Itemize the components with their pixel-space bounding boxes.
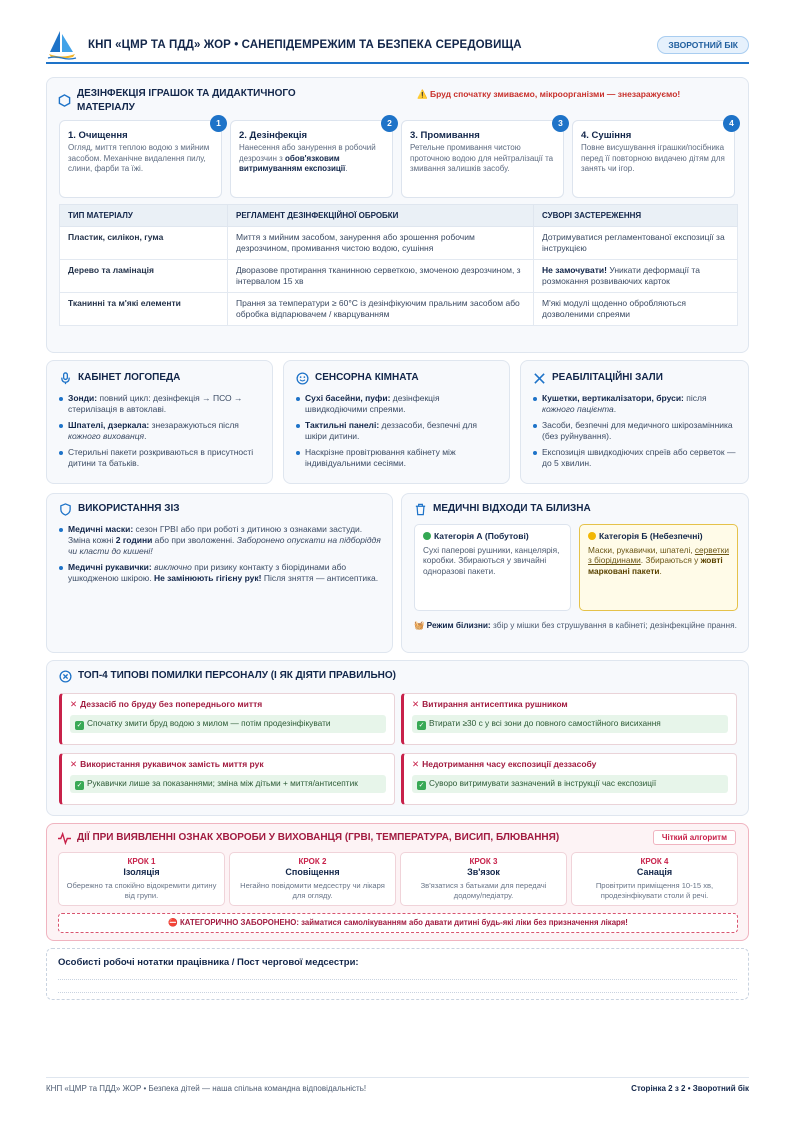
hexagon-icon (58, 94, 71, 107)
illness-step (571, 852, 738, 906)
illness-section (46, 823, 749, 941)
logoped-title: КАБІНЕТ ЛОГОПЕДА (78, 372, 181, 383)
waste-title: МЕДИЧНІ ВІДХОДИ ТА БІЛИЗНА (433, 503, 591, 514)
list-item: Тактильні панелі: деззасоби, безпечні для шкіри дитини. (296, 420, 501, 442)
table-row (60, 293, 738, 326)
sensory-title: СЕНСОРНА КІМНАТА (315, 372, 419, 383)
list-item: Наскрізне провітрювання кабінету між індивідуальними сесіями. (296, 447, 501, 469)
error-text: ✕ Використання рукавичок замість миття рук (70, 759, 264, 769)
disinfection-section (46, 77, 749, 353)
step-description: Негайно повідомити медсестру чи лікаря для огляду. (240, 881, 385, 900)
ppe-card (46, 493, 393, 653)
step-number: 2 (381, 115, 398, 132)
column-header: РЕГЛАМЕНТ ДЕЗІНФЕКЦІЙНОЇ ОБРОБКИ (228, 205, 534, 227)
error-card (59, 693, 395, 745)
fix-text: ✓ Рукавички лише за показаннями; зміна між дітьми + миття/антисептик (70, 775, 386, 793)
step-card (59, 120, 222, 198)
step-label: КРОК 4 (640, 857, 669, 866)
check-icon: ✓ (76, 782, 83, 789)
illness-step (400, 852, 567, 906)
fix-text: ✓ Втирати ≥30 с у всі зони до повного самостійного висихання (412, 715, 728, 733)
trash-icon (414, 503, 427, 516)
ppe-title: ВИКОРИСТАННЯ ЗІЗ (78, 503, 180, 514)
warning-note: ⚠️ Бруд спочатку змиваємо, мікроорганізми — знезаражуємо! (417, 89, 681, 99)
step-title: 3. Промивання (410, 130, 480, 141)
regulation-cell: Дворазове протирання тканинною серветкою, змоченою дезрозчином, з інтервалом 15 хв (228, 260, 534, 293)
list-item: Стерильні пакети розкриваються в присутності дитини та батьків. (59, 447, 264, 469)
errors-title: ТОП-4 ТИПОВІ ПОМИЛКИ ПЕРСОНАЛУ (І ЯК ДІЯТИ ПРАВИЛЬНО) (78, 670, 396, 681)
waste-card (401, 493, 749, 653)
sensory-card (283, 360, 510, 484)
column-header: ТИП МАТЕРІАЛУ (60, 205, 228, 227)
step-title: 1. Очищення (68, 130, 128, 141)
step-card (230, 120, 393, 198)
list-item: Медичні маски: сезон ГРВІ або при роботі з дитиною з ознаками застуди. Зміна кожні 2 години або при зволоженні. Заборонено опускати на підборіддя чи класти до кишені! (59, 524, 381, 557)
error-text: ✕ Витирання антисептика рушником (412, 699, 568, 709)
warning-cell: Не замочувати! Уникати деформації та розмокання розвиваючих карток (534, 260, 738, 293)
step-title: 4. Сушіння (581, 130, 632, 141)
list-item: Кушетки, вертикалізатори, бруси: після кожного пацієнта. (533, 393, 740, 415)
smiley-icon (296, 372, 309, 385)
step-description: Ретельне промивання чистою проточною водою для нейтралізації та змивання залишків засобу. (410, 143, 554, 173)
step-card (572, 120, 735, 198)
step-card (401, 120, 564, 198)
step-description: Огляд, миття теплою водою з мийним засобом. Механічне видалення пилу, слини, фарби та їжі. (68, 143, 210, 173)
footer-text: КНП «ЦМР та ПДД» ЖОР • Безпека дітей — наша спільна командна відповідальність! (46, 1084, 367, 1093)
step-name: Санація (636, 867, 673, 877)
cross-icon: ✕ (412, 699, 420, 709)
material-cell: Дерево та ламінація (60, 260, 228, 293)
table-row (60, 227, 738, 260)
fix-text: ✓ Спочатку змити бруд водою з милом — потім продезінфікувати (70, 715, 386, 733)
list-item: Шпателі, дзеркала: знезаражуються після кожного вихованця. (59, 420, 264, 442)
logoped-list (59, 393, 264, 474)
error-card (401, 693, 737, 745)
error-text: ✕ Недотримання часу експозиції деззасобу (412, 759, 597, 769)
notes-line (58, 992, 737, 993)
linen-icon: 🧺 (414, 620, 427, 630)
warning-cell: Дотримуватися регламентованої експозиції за інструкцією (534, 227, 738, 260)
category-a-box (414, 524, 571, 611)
logoped-card (46, 360, 273, 484)
category-b-title: Категорія Б (Небезпечні) (588, 531, 729, 542)
notes-title: Особисті робочі нотатки працівника / Пост чергової медсестри: (58, 957, 359, 968)
warning-icon: ⚠️ (417, 89, 430, 99)
notes-line (58, 979, 737, 980)
category-b-box (579, 524, 738, 611)
cross-icon: ✕ (70, 759, 78, 769)
notes-section (46, 948, 749, 1000)
list-item: Експозиція швидкодіючих спреїв або серветок — до 5 хвилин. (533, 447, 740, 469)
cross-icon: ✕ (70, 699, 78, 709)
list-item: Засоби, безпечні для медичного шкірозамінника (без руйнування). (533, 420, 740, 442)
illness-step (58, 852, 225, 906)
step-name: Ізоляція (123, 867, 160, 877)
step-description: Нанесення або занурення в робочий дезрозчин з обов'язковим витримуванням експозиції. (239, 143, 376, 173)
sailboat-logo-icon (46, 28, 78, 60)
list-item: Медичні рукавички: виключно при ризику контакту з біорідинами або ушкодженою шкірою. Не замінюють гігієну рук! Після зняття — антисептика. (59, 562, 381, 584)
algorithm-badge: Чіткий алгоритм (653, 830, 736, 845)
step-label: КРОК 2 (298, 857, 327, 866)
yellow-dot-icon (588, 532, 596, 540)
linen-note: 🧺 Режим білизни: збір у мішки без струшування в кабінеті; дезінфекційне прання. (414, 620, 737, 630)
table-row (60, 260, 738, 293)
category-a-text: Сухі паперові рушники, канцелярія, коробки. Збираються у звичайні одноразові пакети. (423, 544, 560, 577)
regulation-cell: Миття з мийним засобом, занурення або зрошення робочим дезрозчином, промивання чистою водою, сушіння (228, 227, 534, 260)
rehab-card (520, 360, 749, 484)
step-description: Провітрити приміщення 10-15 хв, продезінфікувати столи й речі. (595, 881, 714, 900)
page-header (46, 30, 749, 64)
step-description: Повне висушування іграшки/посібника перед її повторною видачею дітям для занять чи ігор. (581, 143, 725, 173)
step-label: КРОК 3 (469, 857, 498, 866)
page-footer (46, 1077, 749, 1093)
no-entry-icon: ⛔ (168, 918, 180, 927)
list-item: Зонди: повний цикл: дезінфекція → ПСО → стерилізація в автоклаві. (59, 393, 264, 415)
page-number: Сторінка 2 з 2 • Зворотний бік (631, 1084, 749, 1093)
error-card (59, 753, 395, 805)
side-badge: ЗВОРОТНИЙ БІК (657, 36, 749, 54)
column-header: СУВОРІ ЗАСТЕРЕЖЕННЯ (534, 205, 738, 227)
illness-step (229, 852, 396, 906)
rehab-title: РЕАБІЛІТАЦІЙНІ ЗАЛИ (552, 372, 663, 383)
pulse-icon (57, 832, 72, 845)
step-name: Зв'язок (467, 867, 500, 877)
category-b-text: Маски, рукавички, шпателі, серветки з біорідинами. Збираються у жовті марковані пакети. (588, 544, 730, 577)
errors-section (46, 660, 749, 816)
material-cell: Тканинні та м'які елементи (60, 293, 228, 326)
step-name: Сповіщення (285, 867, 340, 877)
green-dot-icon (423, 532, 431, 540)
materials-table (59, 204, 738, 326)
microphone-icon (59, 372, 72, 385)
check-icon: ✓ (418, 782, 425, 789)
illness-title: ДІЇ ПРИ ВИЯВЛЕННІ ОЗНАК ХВОРОБИ У ВИХОВАНЦЯ (ГРВІ, ТЕМПЕРАТУРА, ВИСИП, БЛЮВАННЯ) (77, 832, 560, 843)
regulation-cell: Прання за температури ≥ 60°C із дезінфікуючим пральним засобом або обробка відпарювачем / кварцуванням (228, 293, 534, 326)
sensory-list (296, 393, 501, 474)
step-number: 3 (552, 115, 569, 132)
step-number: 1 (210, 115, 227, 132)
forbidden-banner: ⛔ КАТЕГОРИЧНО ЗАБОРОНЕНО: займатися самолікуванням або давати дитині будь-які ліки без призначення лікаря! (58, 913, 738, 933)
step-number: 4 (723, 115, 740, 132)
ppe-list (59, 524, 381, 589)
cross-icon: ✕ (412, 759, 420, 769)
list-item: Сухі басейни, пуфи: дезінфекція швидкодіючими спреями. (296, 393, 501, 415)
page-title: КНП «ЦМР ТА ПДД» ЖОР • САНЕПІДЕМРЕЖИМ ТА БЕЗПЕКА СЕРЕДОВИЩА (88, 39, 522, 51)
shield-icon (59, 503, 72, 516)
disinfection-title: ДЕЗІНФЕКЦІЯ ІГРАШОК ТА ДИДАКТИЧНОГО МАТЕРІАЛУ (77, 88, 296, 113)
warning-cell: М'які модулі щоденно обробляються дозволеними спреями (534, 293, 738, 326)
category-a-title: Категорія А (Побутові) (423, 531, 562, 542)
material-cell: Пластик, силікон, гума (60, 227, 228, 260)
cross-tools-icon (533, 372, 546, 385)
table-header-row (60, 205, 738, 227)
step-description: Обережно та спокійно відокремити дитину від групи. (66, 881, 217, 900)
fix-text: ✓ Суворо витримувати зазначений в інструкції час експозиції (412, 775, 728, 793)
error-card (401, 753, 737, 805)
check-icon: ✓ (418, 722, 425, 729)
rehab-list (533, 393, 740, 474)
step-label: КРОК 1 (127, 857, 156, 866)
check-icon: ✓ (76, 722, 83, 729)
cancel-circle-icon (59, 670, 72, 683)
error-text: ✕ Деззасіб по бруду без попереднього миття (70, 699, 263, 709)
step-title: 2. Дезінфекція (239, 130, 308, 141)
step-description: Зв'язатися з батьками для передачі додому/педіатру. (420, 881, 547, 900)
